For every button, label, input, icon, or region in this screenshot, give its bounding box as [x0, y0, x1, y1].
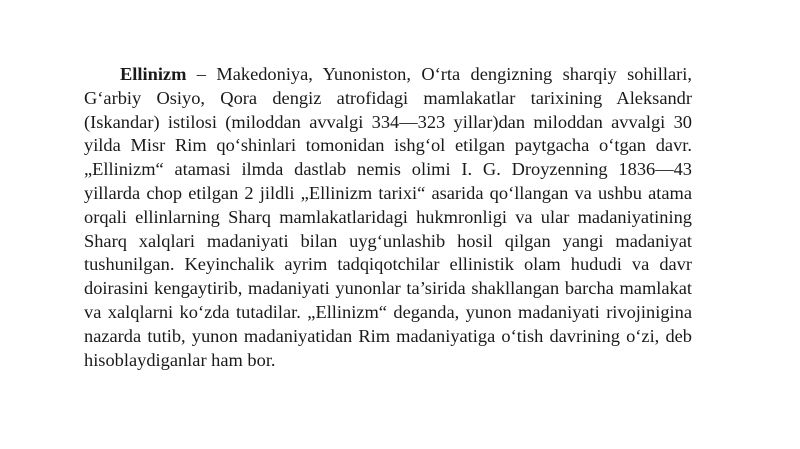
definition-text: – Makedoniya, Yunoniston, O‘rta dengizning sharqiy sohillari, G‘arbiy Osiyo, Qora dengiz atrofidagi mamlakatlar tarixining Aleksandr (Iskandar) istilosi (miloddan avvalgi 334—323 yillar)dan miloddan avvalgi 30 yilda Misr Rim qo‘shinlari tomonidan ishg‘ol etilgan paytgacha o‘tgan davr. „Ellinizm“ atamasi ilmda dastlab nemis olimi I. G. Droyzenning 1836—43 yillarda chop etilgan 2 jildli „Ellinizm tarixi“ asarida qo‘llangan va ushbu atama orqali ellinlarning Sharq mamlakatlaridagi hukmronligi va ular madaniyatining Sharq xalqlari madaniyati bilan uyg‘unlashib hosil qilgan yangi madaniyat tushunilgan. Keyinchalik ayrim tadqiqotchilar ellinistik olam hududi va davr doirasini kengaytirib, madaniyati yunonlar ta’sirida shakllangan barcha mamlakat va xalqlarni ko‘zda tutadilar. „Ellinizm“ deganda, yunon madaniyati rivojinigina nazarda tutib, yunon madaniyatidan Rim madaniyatiga o‘tish davrining o‘zi, deb hisoblaydiganlar ham bor. — [84, 64, 692, 370]
definition-paragraph — [84, 63, 692, 372]
term-heading: Ellinizm — [120, 64, 187, 84]
